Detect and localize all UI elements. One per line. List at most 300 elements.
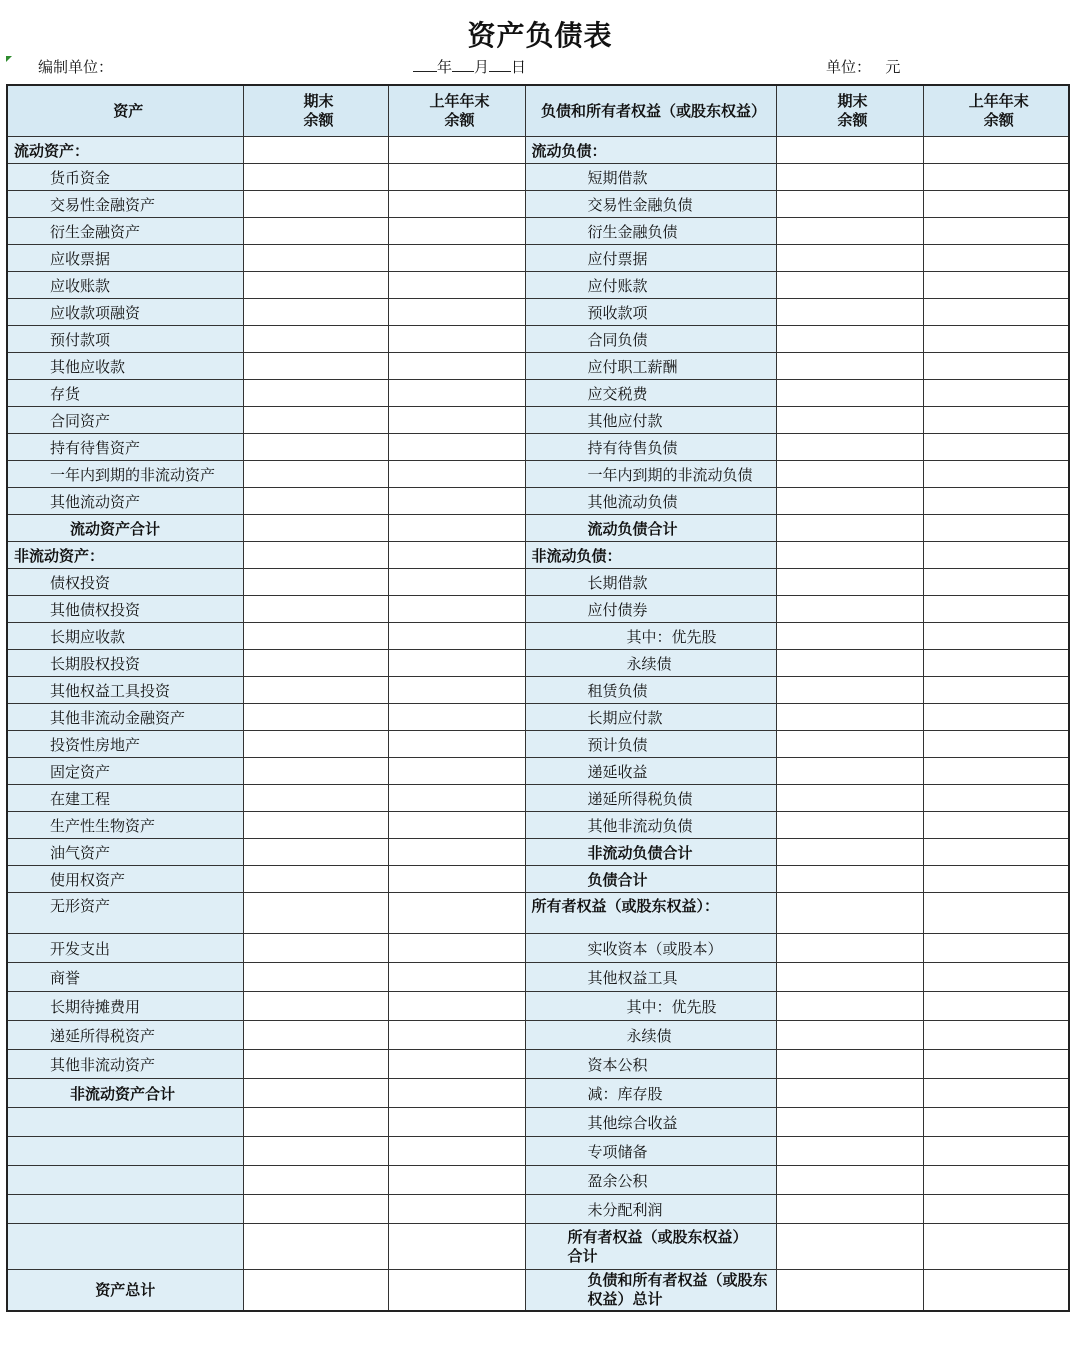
asset-period-end-cell[interactable] (243, 569, 388, 596)
liability-prior-year-cell[interactable] (923, 992, 1069, 1021)
liability-label-cell: 递延收益 (525, 758, 776, 785)
liability-period-end-cell[interactable] (776, 272, 923, 299)
liability-prior-year-cell[interactable] (923, 1108, 1069, 1137)
liability-label-cell: 其他权益工具 (525, 963, 776, 992)
asset-period-end-cell[interactable] (243, 515, 388, 542)
asset-period-end-cell[interactable] (243, 218, 388, 245)
liability-label-cell: 租赁负债 (525, 677, 776, 704)
day-label: 日 (511, 58, 527, 76)
asset-period-end-cell[interactable] (243, 1137, 388, 1166)
asset-period-end-cell[interactable] (243, 272, 388, 299)
asset-prior-year-cell[interactable] (388, 515, 525, 542)
asset-period-end-cell[interactable] (243, 1195, 388, 1224)
asset-prior-year-cell[interactable] (388, 488, 525, 515)
header-prior-year-end-2 (923, 85, 1069, 137)
liability-prior-year-cell[interactable] (923, 1021, 1069, 1050)
table-row (7, 1270, 1069, 1311)
liability-prior-year-cell[interactable] (923, 569, 1069, 596)
liability-period-end-cell[interactable] (776, 1050, 923, 1079)
liability-prior-year-cell[interactable] (923, 650, 1069, 677)
liability-prior-year-cell[interactable] (923, 542, 1069, 569)
asset-prior-year-cell[interactable] (388, 934, 525, 963)
liability-period-end-cell[interactable] (776, 515, 923, 542)
table-row (7, 299, 1069, 326)
asset-period-end-cell[interactable] (243, 461, 388, 488)
header-liabilities-equity: 负债和所有者权益（或股东权益） (525, 85, 776, 137)
liability-period-end-cell[interactable] (776, 731, 923, 758)
asset-prior-year-cell[interactable] (388, 353, 525, 380)
table-row (7, 1050, 1069, 1079)
liability-period-end-cell[interactable] (776, 596, 923, 623)
asset-label-cell: 交易性金融资产 (7, 191, 243, 218)
table-row (7, 623, 1069, 650)
liability-prior-year-cell[interactable] (923, 326, 1069, 353)
asset-label-cell: 无形资产 (7, 893, 243, 934)
liability-period-end-cell[interactable] (776, 353, 923, 380)
liability-period-end-cell[interactable] (776, 542, 923, 569)
preparer-field (38, 56, 113, 77)
asset-prior-year-cell[interactable] (388, 164, 525, 191)
asset-period-end-cell[interactable] (243, 785, 388, 812)
page-title: 资产负债表 (467, 19, 613, 52)
liability-period-end-cell[interactable] (776, 1195, 923, 1224)
asset-label-cell: 递延所得税资产 (7, 1021, 243, 1050)
liability-prior-year-cell[interactable] (923, 893, 1069, 934)
liability-label-cell: 应付票据 (525, 245, 776, 272)
table-row (7, 569, 1069, 596)
asset-label-cell: 商誉 (7, 963, 243, 992)
table-row (7, 164, 1069, 191)
asset-period-end-cell[interactable] (243, 191, 388, 218)
liability-prior-year-cell[interactable] (923, 137, 1069, 164)
asset-period-end-cell[interactable] (243, 299, 388, 326)
table-row (7, 650, 1069, 677)
liability-label-cell: 长期应付款 (525, 704, 776, 731)
liability-prior-year-cell[interactable] (923, 866, 1069, 893)
asset-period-end-cell[interactable] (243, 731, 388, 758)
liability-label-cell: 未分配利润 (525, 1195, 776, 1224)
asset-prior-year-cell[interactable] (388, 1224, 525, 1270)
asset-prior-year-cell[interactable] (388, 407, 525, 434)
table-row (7, 677, 1069, 704)
asset-prior-year-cell[interactable] (388, 812, 525, 839)
table-row (7, 245, 1069, 272)
asset-label-cell: 长期待摊费用 (7, 992, 243, 1021)
asset-label-cell: 资产总计 (7, 1270, 243, 1311)
liability-prior-year-cell[interactable] (923, 407, 1069, 434)
asset-prior-year-cell[interactable] (388, 569, 525, 596)
liability-prior-year-cell[interactable] (923, 434, 1069, 461)
header-assets: 资产 (7, 85, 243, 137)
header-prior-year-end (388, 85, 525, 137)
asset-period-end-cell[interactable] (243, 1079, 388, 1108)
header-prior-year-end-2-text: 上年年末 余额 (968, 92, 1029, 129)
liability-period-end-cell[interactable] (776, 1021, 923, 1050)
asset-prior-year-cell[interactable] (388, 1270, 525, 1311)
liability-period-end-cell[interactable] (776, 839, 923, 866)
liability-prior-year-cell[interactable] (923, 1079, 1069, 1108)
asset-period-end-cell[interactable] (243, 992, 388, 1021)
asset-prior-year-cell[interactable] (388, 272, 525, 299)
asset-prior-year-cell[interactable] (388, 1137, 525, 1166)
asset-label-cell: 固定资产 (7, 758, 243, 785)
liability-prior-year-cell[interactable] (923, 1137, 1069, 1166)
asset-label-cell: 其他权益工具投资 (7, 677, 243, 704)
liability-prior-year-cell[interactable] (923, 164, 1069, 191)
month-blank (452, 57, 474, 72)
liability-prior-year-cell[interactable] (923, 677, 1069, 704)
liability-period-end-cell[interactable] (776, 650, 923, 677)
asset-period-end-cell[interactable] (243, 934, 388, 963)
liability-period-end-cell[interactable] (776, 623, 923, 650)
asset-period-end-cell[interactable] (243, 893, 388, 934)
liability-label-cell: 流动负债： (525, 137, 776, 164)
year-blank (413, 57, 437, 72)
table-row (7, 434, 1069, 461)
asset-period-end-cell[interactable] (243, 704, 388, 731)
table-row (7, 1224, 1069, 1270)
liability-period-end-cell[interactable] (776, 963, 923, 992)
asset-label-cell: 其他非流动金融资产 (7, 704, 243, 731)
liability-prior-year-cell[interactable] (923, 1224, 1069, 1270)
liability-prior-year-cell[interactable] (923, 1195, 1069, 1224)
asset-label-cell: 预付款项 (7, 326, 243, 353)
asset-prior-year-cell[interactable] (388, 758, 525, 785)
liability-period-end-cell[interactable] (776, 380, 923, 407)
balance-sheet-table (6, 84, 1070, 1312)
liability-label-cell: 交易性金融负债 (525, 191, 776, 218)
asset-prior-year-cell[interactable] (388, 245, 525, 272)
asset-label-cell (7, 1224, 243, 1270)
asset-prior-year-cell[interactable] (388, 461, 525, 488)
liability-period-end-cell[interactable] (776, 299, 923, 326)
asset-period-end-cell[interactable] (243, 380, 388, 407)
liability-prior-year-cell[interactable] (923, 515, 1069, 542)
asset-period-end-cell[interactable] (243, 1166, 388, 1195)
liability-prior-year-cell[interactable] (923, 623, 1069, 650)
asset-label-cell: 债权投资 (7, 569, 243, 596)
preparer-label: 编制单位： (38, 58, 114, 76)
liability-label-cell: 其他应付款 (525, 407, 776, 434)
asset-prior-year-cell[interactable] (388, 704, 525, 731)
asset-label-cell: 流动资产合计 (7, 515, 243, 542)
asset-label-cell: 其他流动资产 (7, 488, 243, 515)
asset-label-cell (7, 1166, 243, 1195)
table-row (7, 272, 1069, 299)
asset-period-end-cell[interactable] (243, 1050, 388, 1079)
asset-label-cell: 投资性房地产 (7, 731, 243, 758)
asset-period-end-cell[interactable] (243, 758, 388, 785)
asset-label-cell: 非流动资产： (7, 542, 243, 569)
asset-period-end-cell[interactable] (243, 677, 388, 704)
liability-period-end-cell[interactable] (776, 758, 923, 785)
liability-period-end-cell[interactable] (776, 164, 923, 191)
asset-prior-year-cell[interactable] (388, 623, 525, 650)
table-row (7, 893, 1069, 934)
header-prior-year-end-text: 上年年末 余额 (429, 92, 490, 129)
asset-period-end-cell[interactable] (243, 1021, 388, 1050)
header-period-end (243, 85, 388, 137)
liability-period-end-cell[interactable] (776, 407, 923, 434)
table-row (7, 488, 1069, 515)
liability-period-end-cell[interactable] (776, 1137, 923, 1166)
cell-corner-marker (6, 56, 12, 62)
date-field (413, 56, 526, 77)
liability-prior-year-cell[interactable] (923, 1166, 1069, 1195)
liability-prior-year-cell[interactable] (923, 272, 1069, 299)
asset-prior-year-cell[interactable] (388, 1079, 525, 1108)
liability-period-end-cell[interactable] (776, 934, 923, 963)
liability-period-end-cell[interactable] (776, 434, 923, 461)
asset-prior-year-cell[interactable] (388, 650, 525, 677)
liability-period-end-cell[interactable] (776, 488, 923, 515)
liability-prior-year-cell[interactable] (923, 461, 1069, 488)
asset-label-cell: 其他应收款 (7, 353, 243, 380)
liability-label-cell: 非流动负债： (525, 542, 776, 569)
liability-label-cell: 其他综合收益 (525, 1108, 776, 1137)
liability-prior-year-cell[interactable] (923, 245, 1069, 272)
liability-label-cell: 负债合计 (525, 866, 776, 893)
asset-period-end-cell[interactable] (243, 137, 388, 164)
liability-prior-year-cell[interactable] (923, 299, 1069, 326)
liability-prior-year-cell[interactable] (923, 596, 1069, 623)
table-row (7, 758, 1069, 785)
liability-period-end-cell[interactable] (776, 1270, 923, 1311)
asset-label-cell: 使用权资产 (7, 866, 243, 893)
table-row (7, 218, 1069, 245)
liability-prior-year-cell[interactable] (923, 380, 1069, 407)
asset-label-cell: 应收票据 (7, 245, 243, 272)
asset-period-end-cell[interactable] (243, 650, 388, 677)
asset-prior-year-cell[interactable] (388, 1166, 525, 1195)
header-row (7, 85, 1069, 137)
liability-period-end-cell[interactable] (776, 812, 923, 839)
liability-period-end-cell[interactable] (776, 866, 923, 893)
table-row (7, 1108, 1069, 1137)
liability-period-end-cell[interactable] (776, 1108, 923, 1137)
liability-label-cell: 预收款项 (525, 299, 776, 326)
asset-period-end-cell[interactable] (243, 164, 388, 191)
asset-period-end-cell[interactable] (243, 839, 388, 866)
table-row (7, 542, 1069, 569)
liability-label-cell: 应付账款 (525, 272, 776, 299)
table-row (7, 326, 1069, 353)
liability-period-end-cell[interactable] (776, 245, 923, 272)
table-row (7, 137, 1069, 164)
asset-label-cell: 其他非流动资产 (7, 1050, 243, 1079)
liability-label-cell: 所有者权益（或股东权益）： (525, 893, 776, 934)
liability-label-cell: 永续债 (525, 1021, 776, 1050)
liability-label-cell: 实收资本（或股本） (525, 934, 776, 963)
liability-label-cell: 负债和所有者权益（或股东权益）总计 (525, 1270, 776, 1311)
asset-label-cell: 流动资产： (7, 137, 243, 164)
liability-period-end-cell[interactable] (776, 704, 923, 731)
liability-period-end-cell[interactable] (776, 191, 923, 218)
liability-label-cell: 其中：优先股 (525, 623, 776, 650)
liability-period-end-cell[interactable] (776, 218, 923, 245)
asset-period-end-cell[interactable] (243, 623, 388, 650)
asset-period-end-cell[interactable] (243, 963, 388, 992)
asset-label-cell (7, 1108, 243, 1137)
table-row (7, 1195, 1069, 1224)
table-row (7, 1137, 1069, 1166)
liability-label-cell: 其他非流动负债 (525, 812, 776, 839)
liability-label-cell: 减：库存股 (525, 1079, 776, 1108)
liability-prior-year-cell[interactable] (923, 218, 1069, 245)
liability-label-cell: 盈余公积 (525, 1166, 776, 1195)
asset-label-cell: 油气资产 (7, 839, 243, 866)
table-row (7, 934, 1069, 963)
asset-label-cell: 持有待售资产 (7, 434, 243, 461)
asset-label-cell: 在建工程 (7, 785, 243, 812)
liability-period-end-cell[interactable] (776, 569, 923, 596)
liability-label-cell: 短期借款 (525, 164, 776, 191)
table-row (7, 866, 1069, 893)
liability-label-cell: 永续债 (525, 650, 776, 677)
asset-label-cell: 应收账款 (7, 272, 243, 299)
liability-period-end-cell[interactable] (776, 785, 923, 812)
liability-period-end-cell[interactable] (776, 992, 923, 1021)
asset-period-end-cell[interactable] (243, 596, 388, 623)
asset-prior-year-cell[interactable] (388, 785, 525, 812)
liability-label-cell: 非流动负债合计 (525, 839, 776, 866)
asset-prior-year-cell[interactable] (388, 218, 525, 245)
table-row (7, 596, 1069, 623)
asset-prior-year-cell[interactable] (388, 893, 525, 934)
table-row (7, 731, 1069, 758)
liability-prior-year-cell[interactable] (923, 731, 1069, 758)
asset-prior-year-cell[interactable] (388, 1195, 525, 1224)
asset-prior-year-cell[interactable] (388, 731, 525, 758)
asset-period-end-cell[interactable] (243, 866, 388, 893)
asset-label-cell (7, 1195, 243, 1224)
asset-label-cell (7, 1137, 243, 1166)
liability-period-end-cell[interactable] (776, 326, 923, 353)
liability-period-end-cell[interactable] (776, 893, 923, 934)
liability-prior-year-cell[interactable] (923, 191, 1069, 218)
currency-value: 元 (885, 58, 901, 76)
asset-period-end-cell[interactable] (243, 245, 388, 272)
asset-prior-year-cell[interactable] (388, 1108, 525, 1137)
asset-period-end-cell[interactable] (243, 434, 388, 461)
liability-prior-year-cell[interactable] (923, 488, 1069, 515)
liability-label-cell: 持有待售负债 (525, 434, 776, 461)
asset-prior-year-cell[interactable] (388, 992, 525, 1021)
asset-prior-year-cell[interactable] (388, 191, 525, 218)
asset-label-cell: 长期应收款 (7, 623, 243, 650)
table-row (7, 812, 1069, 839)
table-row (7, 380, 1069, 407)
liability-prior-year-cell[interactable] (923, 704, 1069, 731)
header-period-end-2 (776, 85, 923, 137)
table-row (7, 515, 1069, 542)
liability-label-cell: 流动负债合计 (525, 515, 776, 542)
asset-label-cell: 长期股权投资 (7, 650, 243, 677)
liability-period-end-cell[interactable] (776, 461, 923, 488)
asset-prior-year-cell[interactable] (388, 299, 525, 326)
liability-period-end-cell[interactable] (776, 677, 923, 704)
asset-prior-year-cell[interactable] (388, 542, 525, 569)
liability-label-cell: 资本公积 (525, 1050, 776, 1079)
asset-period-end-cell[interactable] (243, 488, 388, 515)
table-row (7, 191, 1069, 218)
liability-label-cell: 衍生金融负债 (525, 218, 776, 245)
liability-prior-year-cell[interactable] (923, 758, 1069, 785)
asset-period-end-cell[interactable] (243, 407, 388, 434)
asset-label-cell: 货币资金 (7, 164, 243, 191)
asset-period-end-cell[interactable] (243, 1224, 388, 1270)
header-period-end-text: 期末 余额 (303, 92, 334, 129)
asset-label-cell: 衍生金融资产 (7, 218, 243, 245)
table-row (7, 461, 1069, 488)
asset-prior-year-cell[interactable] (388, 839, 525, 866)
asset-period-end-cell[interactable] (243, 1270, 388, 1311)
liability-period-end-cell[interactable] (776, 1079, 923, 1108)
asset-label-cell: 非流动资产合计 (7, 1079, 243, 1108)
liability-prior-year-cell[interactable] (923, 1270, 1069, 1311)
asset-period-end-cell[interactable] (243, 353, 388, 380)
asset-label-cell: 开发支出 (7, 934, 243, 963)
liability-period-end-cell[interactable] (776, 137, 923, 164)
table-row (7, 1079, 1069, 1108)
liability-period-end-cell[interactable] (776, 1224, 923, 1270)
asset-period-end-cell[interactable] (243, 326, 388, 353)
liability-label-cell: 其他流动负债 (525, 488, 776, 515)
asset-prior-year-cell[interactable] (388, 963, 525, 992)
asset-prior-year-cell[interactable] (388, 434, 525, 461)
table-row (7, 785, 1069, 812)
month-label: 月 (474, 58, 490, 76)
asset-period-end-cell[interactable] (243, 542, 388, 569)
liability-prior-year-cell[interactable] (923, 1050, 1069, 1079)
asset-label-cell: 存货 (7, 380, 243, 407)
liability-label-cell: 合同负债 (525, 326, 776, 353)
table-row (7, 992, 1069, 1021)
asset-prior-year-cell[interactable] (388, 380, 525, 407)
liability-prior-year-cell[interactable] (923, 934, 1069, 963)
asset-prior-year-cell[interactable] (388, 596, 525, 623)
header-period-end-2-text: 期末 余额 (837, 92, 868, 129)
liability-period-end-cell[interactable] (776, 1166, 923, 1195)
table-row (7, 1021, 1069, 1050)
asset-period-end-cell[interactable] (243, 812, 388, 839)
table-row (7, 839, 1069, 866)
asset-prior-year-cell[interactable] (388, 1021, 525, 1050)
asset-label-cell: 合同资产 (7, 407, 243, 434)
liability-prior-year-cell[interactable] (923, 963, 1069, 992)
asset-label-cell: 一年内到期的非流动资产 (7, 461, 243, 488)
liability-label-cell: 长期借款 (525, 569, 776, 596)
liability-label-cell: 应付债券 (525, 596, 776, 623)
liability-label-cell: 递延所得税负债 (525, 785, 776, 812)
asset-prior-year-cell[interactable] (388, 1050, 525, 1079)
liability-prior-year-cell[interactable] (923, 839, 1069, 866)
asset-label-cell: 应收款项融资 (7, 299, 243, 326)
liability-label-cell: 应交税费 (525, 380, 776, 407)
asset-prior-year-cell[interactable] (388, 677, 525, 704)
liability-label-cell: 预计负债 (525, 731, 776, 758)
liability-prior-year-cell[interactable] (923, 785, 1069, 812)
asset-prior-year-cell[interactable] (388, 866, 525, 893)
year-label: 年 (437, 58, 453, 76)
asset-prior-year-cell[interactable] (388, 137, 525, 164)
liability-prior-year-cell[interactable] (923, 353, 1069, 380)
asset-period-end-cell[interactable] (243, 1108, 388, 1137)
liability-label-cell: 专项储备 (525, 1137, 776, 1166)
asset-prior-year-cell[interactable] (388, 326, 525, 353)
table-row (7, 704, 1069, 731)
liability-prior-year-cell[interactable] (923, 812, 1069, 839)
